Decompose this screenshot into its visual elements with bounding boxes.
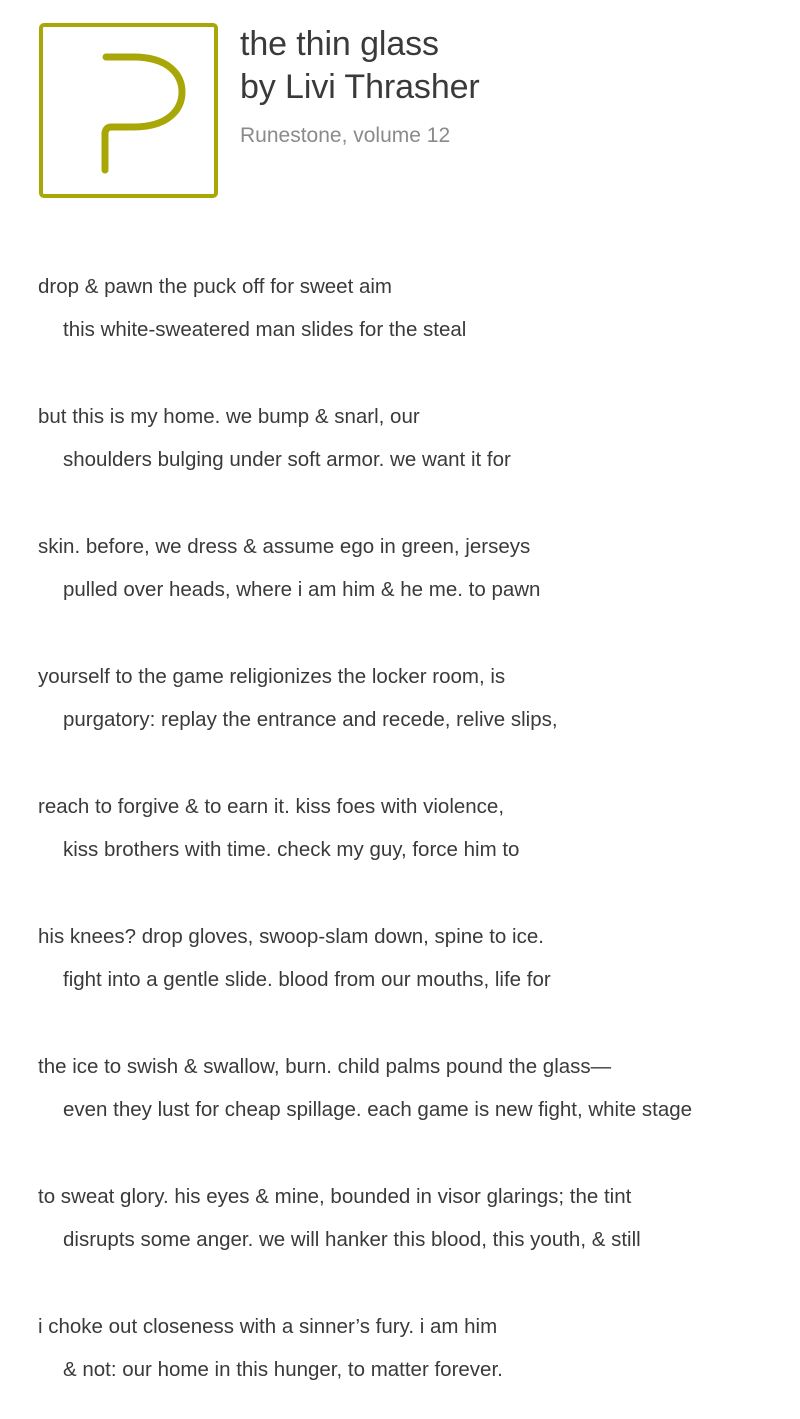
poem-line: even they lust for cheap spillage. each game is new fight, white stage [63, 1098, 693, 1121]
poem-line: his knees? drop gloves, swoop-slam down, spine to ice. [38, 925, 544, 948]
article-header [39, 23, 480, 198]
p-glyph-icon [43, 27, 214, 194]
page-title: the thin glass [240, 25, 439, 63]
poem-line: but this is my home. we bump & snarl, our [38, 405, 420, 428]
publication-info: Runestone, volume 12 [240, 124, 451, 147]
byline: by Livi Thrasher [240, 68, 480, 106]
poem-line: the ice to swish & swallow, burn. child palms pound the glass— [38, 1055, 612, 1078]
poem-stanza [38, 785, 778, 871]
poem-stanza [38, 655, 778, 741]
poem-line: kiss brothers with time. check my guy, force him to [63, 838, 520, 861]
poem-stanza [38, 1175, 778, 1261]
poem-line: this white-sweatered man slides for the steal [63, 318, 467, 341]
poem-line: pulled over heads, where i am him & he me. to pawn [63, 578, 541, 601]
poem-line: yourself to the game religionizes the locker room, is [38, 665, 506, 688]
poem-line: i choke out closeness with a sinner’s fury. i am him [38, 1315, 498, 1338]
poem-line: to sweat glory. his eyes & mine, bounded in visor glarings; the tint [38, 1185, 632, 1208]
poem-line: skin. before, we dress & assume ego in green, jerseys [38, 535, 531, 558]
poem-stanza [38, 915, 778, 1001]
poem-body [38, 265, 778, 1391]
poem-stanza [38, 1045, 778, 1131]
title-block [240, 23, 480, 149]
poem-line: drop & pawn the puck off for sweet aim [38, 275, 393, 298]
poem-stanza [38, 525, 778, 611]
poem-stanza [38, 1305, 778, 1391]
poem-line: & not: our home in this hunger, to matter forever. [63, 1358, 503, 1381]
poem-line: shoulders bulging under soft armor. we want it for [63, 448, 511, 471]
poem-stanza [38, 265, 778, 351]
poem-line: reach to forgive & to earn it. kiss foes with violence, [38, 795, 505, 818]
poem-line: disrupts some anger. we will hanker this blood, this youth, & still [63, 1228, 641, 1251]
runestone-p-logo [39, 23, 218, 198]
poem-stanza [38, 395, 778, 481]
poem-line: fight into a gentle slide. blood from our mouths, life for [63, 968, 551, 991]
poem-line: purgatory: replay the entrance and recede, relive slips, [63, 708, 558, 731]
